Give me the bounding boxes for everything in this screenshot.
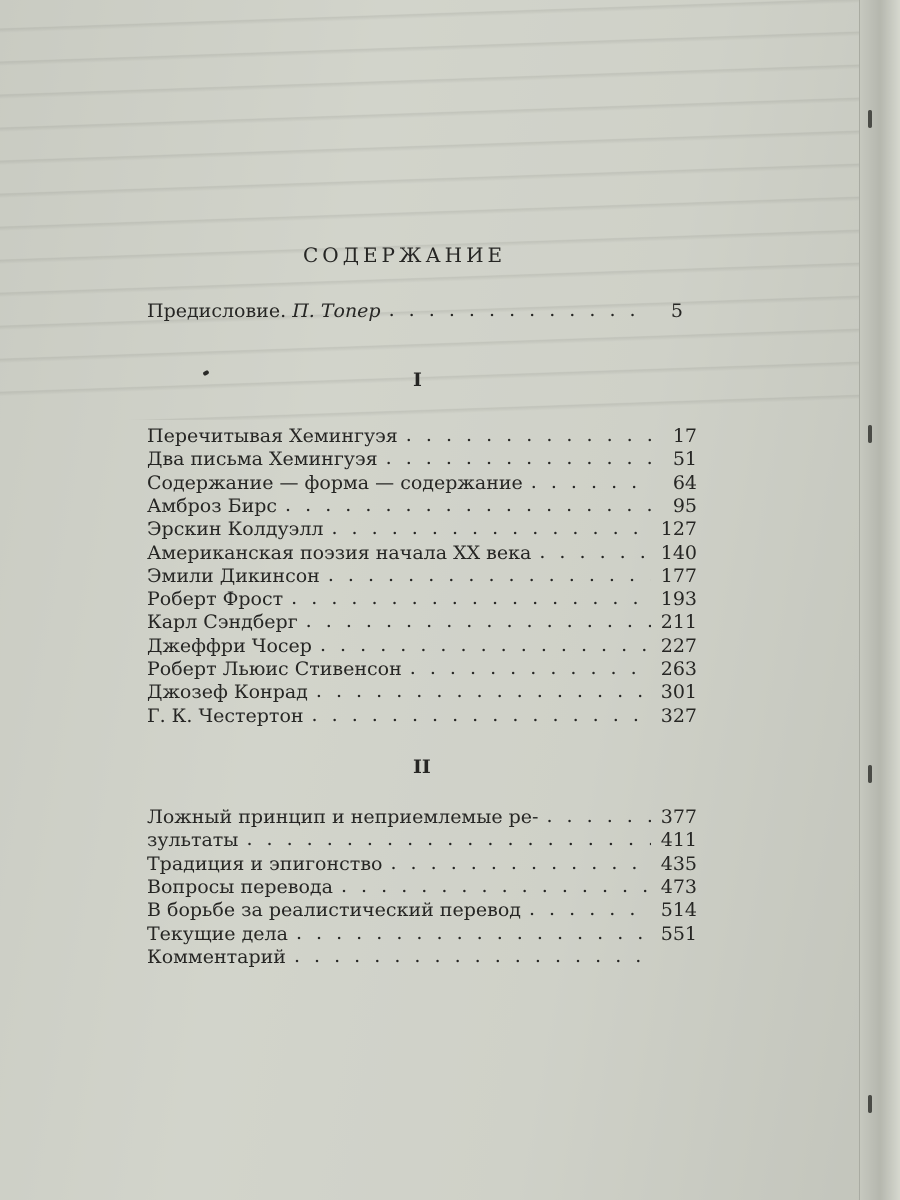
dot-leader [410,656,651,680]
entry-page-number: 551 [660,922,697,945]
toc-entry [147,805,697,829]
entry-page-number: 473 [660,875,697,898]
dot-leader [294,944,651,968]
preface-title [147,299,381,323]
entry-page-number: 17 [672,425,697,447]
toc-entry [147,447,697,471]
book-spine [859,0,900,1200]
toc-entry [147,424,697,448]
binding-thread [868,765,872,783]
entry-page-number: 263 [660,658,697,680]
toc-entry [147,587,697,611]
dot-leader [529,897,651,921]
entry-page-number: 127 [660,518,697,541]
entry-title: Роберт Льюис Стивенсон [147,658,402,680]
entry-title: Амброз Бирс [147,494,278,517]
dot-leader [246,827,651,851]
dot-leader [390,851,651,875]
preface-author: П. Топер [292,300,381,322]
entry-page-number: 51 [672,448,697,471]
toc-entry [147,634,697,658]
entry-title: Джеффри Чосер [147,634,312,657]
binding-thread [868,110,872,128]
entry-title: В борьбе за реалистический перевод [147,899,521,922]
entry-page-number: 411 [660,829,697,852]
entry-title: Два письма Хемингуэя [147,448,378,471]
entry-title: Эрскин Колдуэлл [147,518,324,541]
binding-thread [868,1095,872,1113]
dot-leader [316,679,651,703]
toc-entry [147,564,697,588]
dot-leader [546,804,651,828]
dot-leader [389,298,637,322]
entry-title: Традиция и эпигонство [147,852,383,875]
toc-entry [147,704,697,728]
dot-leader [531,470,651,494]
preface-page: 5 [670,300,683,322]
entry-page-number: 435 [660,852,697,875]
entry-page-number: 377 [660,806,697,828]
dot-leader [386,446,651,470]
toc-entry [147,494,697,518]
toc-entry [147,828,697,852]
entry-page-number: 211 [660,611,697,634]
entry-page-number: 327 [660,704,697,727]
entry-title: Американская поэзия начала XX века [147,541,532,564]
entry-title: Комментарий [147,945,286,968]
toc-heading: СОДЕРЖАНИЕ [303,243,507,267]
toc-entry [147,922,697,946]
toc-entry-preface [147,299,683,323]
dot-leader [306,609,651,633]
dot-leader [296,921,651,945]
bleed-through-text [0,0,900,420]
entry-title: Джозеф Конрад [147,681,308,704]
toc-entry [147,610,697,634]
entry-title: Роберт Фрост [147,588,284,611]
toc-entry [147,852,697,876]
entry-title: Текущие дела [147,922,288,945]
toc-entry [147,657,697,681]
toc-entry [147,875,697,899]
toc-entry [147,471,697,495]
dot-leader [539,540,651,564]
dot-leader [328,563,651,587]
dot-leader [320,633,651,657]
toc-entry [147,541,697,565]
dot-leader [291,586,651,610]
dot-leader [406,423,651,447]
toc-entry [147,898,697,922]
entry-title: Перечитывая Хемингуэя [147,425,398,447]
dot-leader [312,703,651,727]
entry-title: Эмили Дикинсон [147,564,320,587]
toc-entry [147,680,697,704]
dot-leader [285,493,651,517]
dot-leader [331,516,651,540]
section-numeral-1: I [413,369,422,391]
preface-label: Предисловие. [147,300,287,322]
entry-title: зультаты [147,829,239,852]
entry-page-number: 140 [660,541,697,564]
entry-page-number: 193 [660,588,697,611]
entry-title: Содержание — форма — содержание [147,471,523,494]
entry-title: Г. К. Честертон [147,704,304,727]
entry-page-number: 301 [660,681,697,704]
entry-page-number: 514 [660,899,697,922]
toc-entry [147,517,697,541]
section-numeral-2: II [413,756,431,778]
entry-page-number: 227 [660,634,697,657]
dot-leader [341,874,651,898]
entry-title: Карл Сэндберг [147,611,298,634]
toc-entry [147,945,697,969]
entry-page-number: 177 [660,564,697,587]
entry-title: Ложный принцип и неприемлемые ре- [147,806,539,828]
entry-page-number: 64 [672,471,697,494]
entry-title: Вопросы перевода [147,875,333,898]
entry-page-number: 95 [672,494,697,517]
binding-thread [868,425,872,443]
